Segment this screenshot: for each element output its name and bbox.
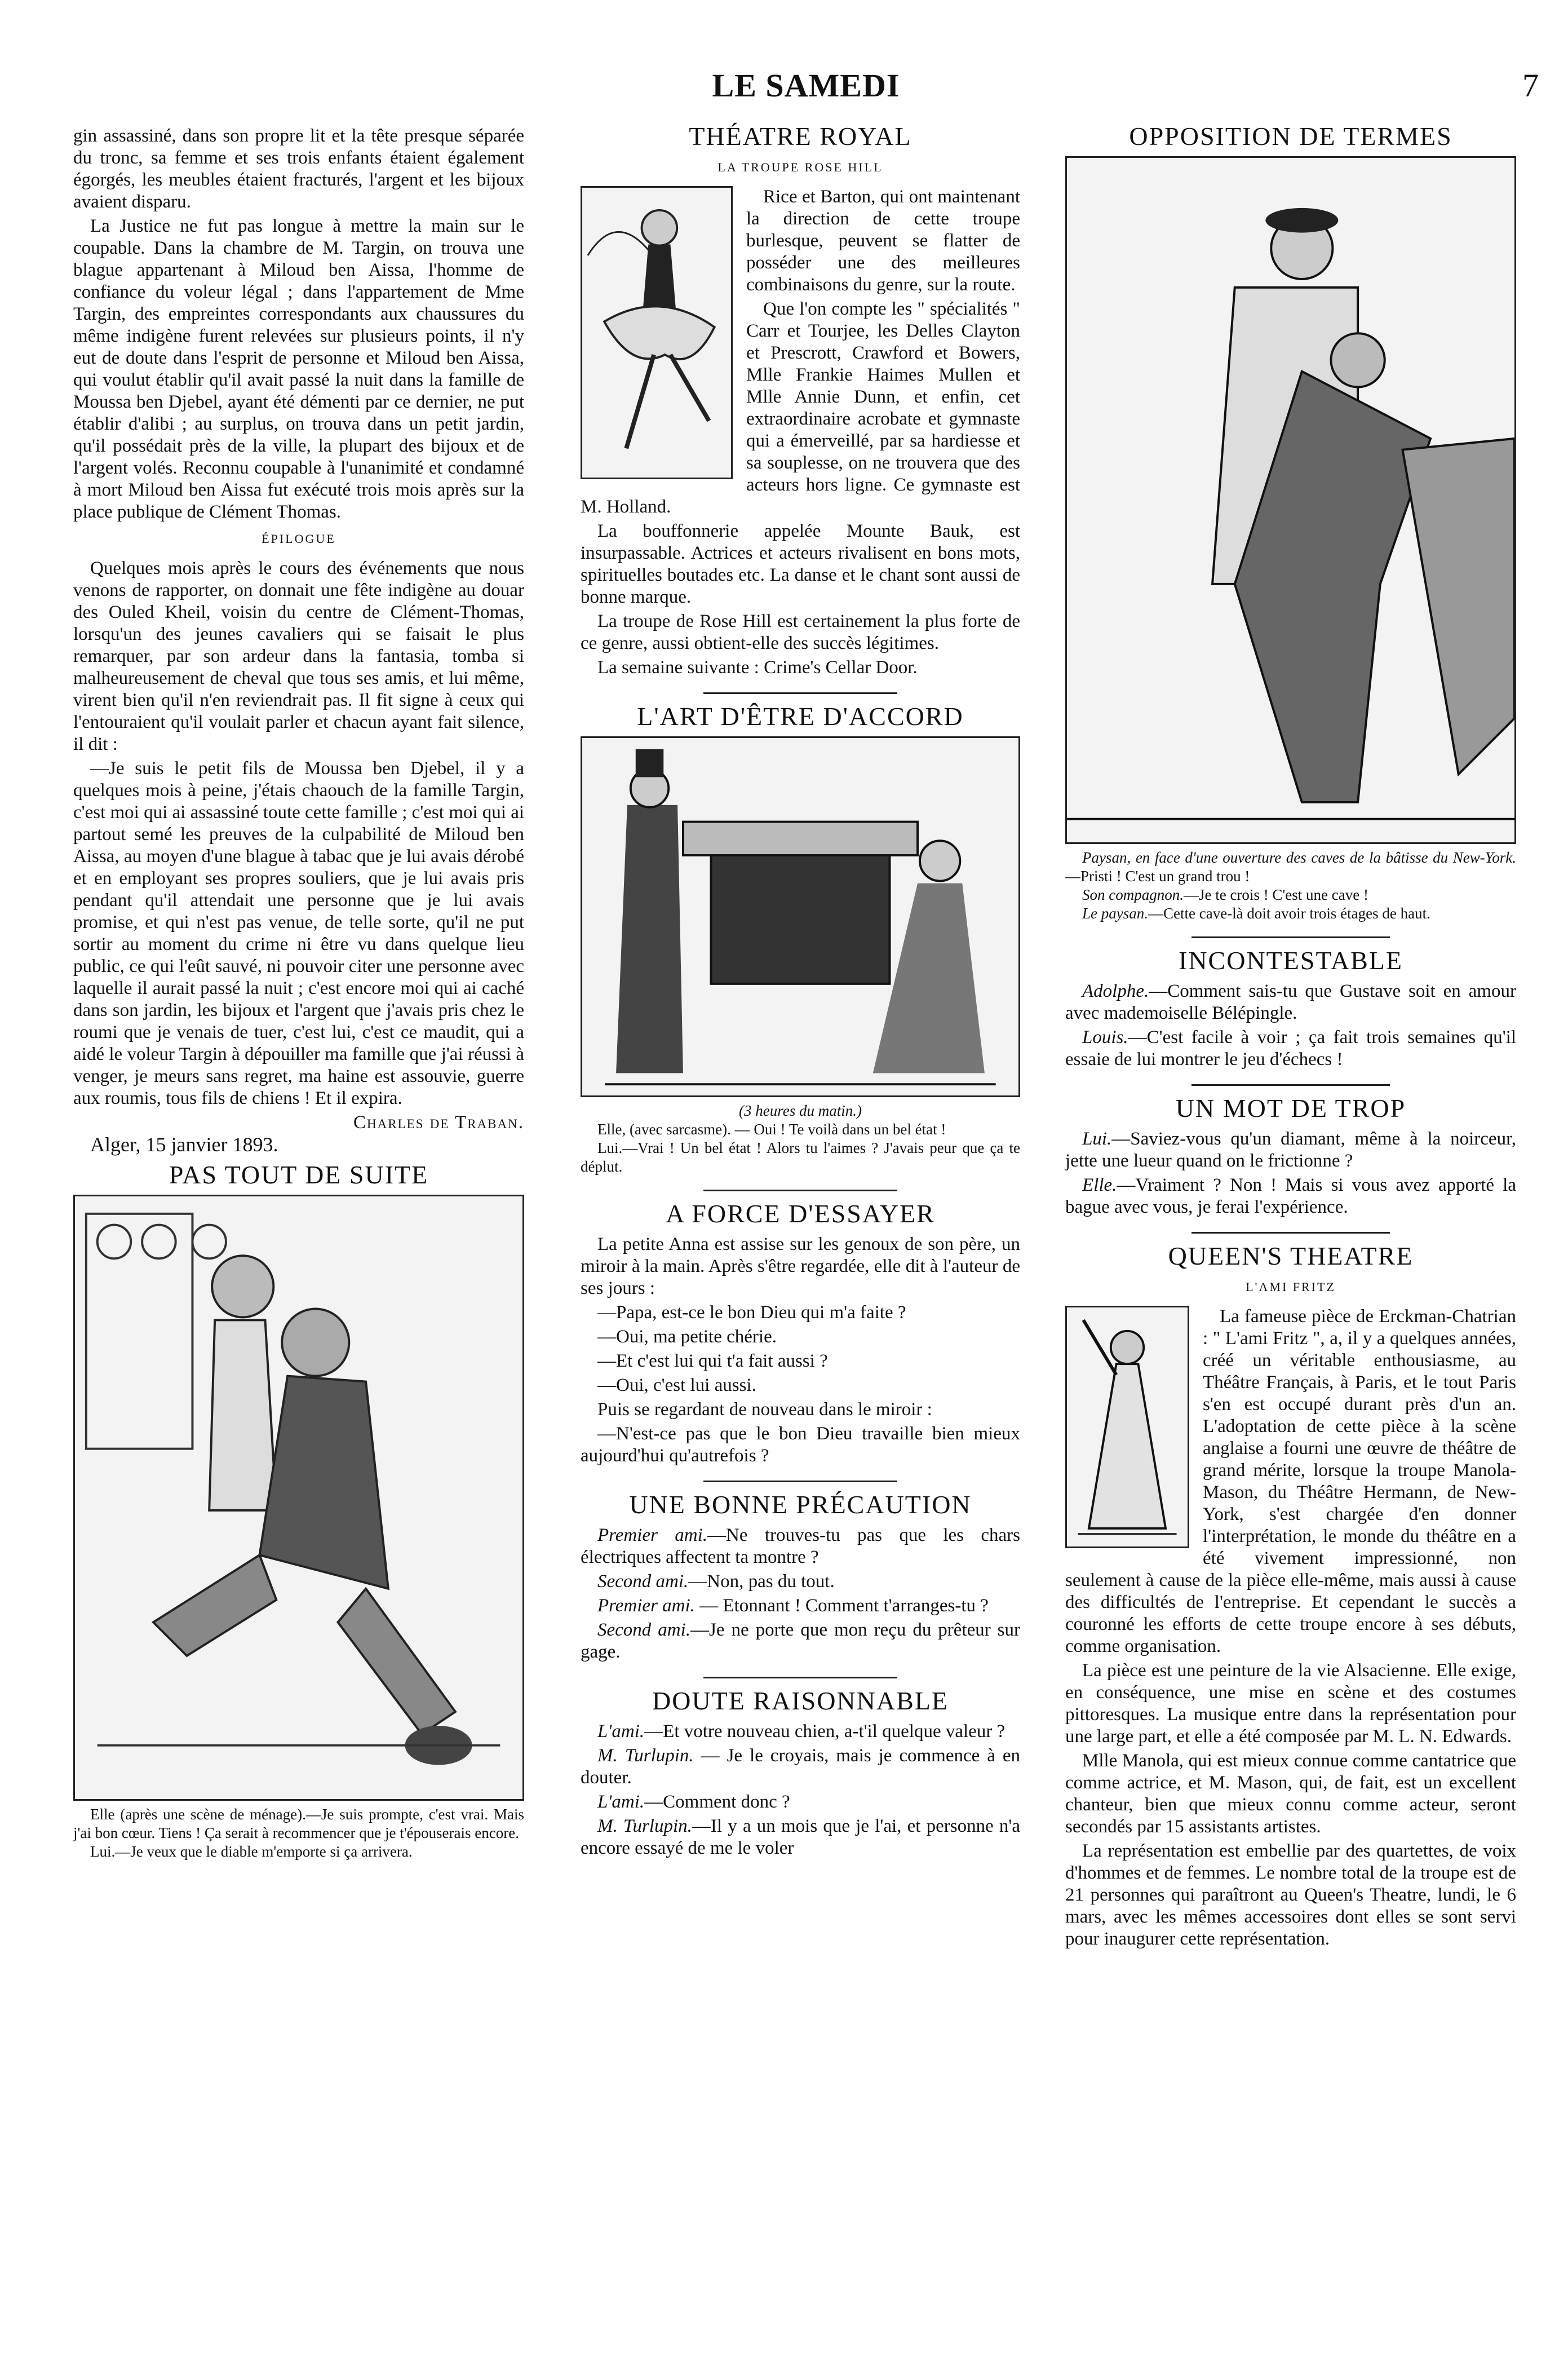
section-title-queens-theatre: QUEEN'S THEATRE: [1168, 1241, 1414, 1270]
speaker: Premier ami.: [597, 1596, 695, 1616]
dialogue-line: [1065, 1027, 1516, 1071]
speaker: Louis.: [1082, 1027, 1128, 1048]
speech: —Il y a un mois que je l'ai, et personne n'a encore essayé de me le voler: [581, 1816, 1020, 1858]
queens-paragraph: Mlle Manola, qui est mieux connue comme cantatrice que comme actrice, et M. Mason, qui, de fait, est un excellent chanteur, bien que mieux connu comme acteur, seront secondés par 15 assistants artistes.: [1065, 1751, 1516, 1837]
speaker: Paysan, en face d'une ouverture des caves de la bâtisse du New-York.: [1082, 849, 1516, 866]
theatre-paragraph: La troupe de Rose Hill est certainement la plus forte de ce genre, aussi obtient-elle des succès légitimes.: [581, 611, 1020, 653]
section-title-incontestable: INCONTESTABLE: [1179, 946, 1403, 975]
speech: —Vraiment ? Non ! Mais si vous avez apporté la bague avec vous, je ferai l'expérience.: [1065, 1175, 1516, 1217]
speaker: Second ami.: [597, 1620, 691, 1640]
dialogue-line: [581, 1721, 1020, 1743]
speech: —Cette cave-là doit avoir trois étages de haut.: [1148, 905, 1430, 922]
section-title-bonne-precaution: UNE BONNE PRÉCAUTION: [629, 1490, 972, 1519]
dancer-drawing: [582, 188, 731, 478]
speech: —Comment donc ?: [644, 1792, 790, 1812]
column-2: [581, 122, 1021, 1862]
divider: [1191, 936, 1390, 938]
speech: —C'est facile à voir ; ça fait trois semaines qu'il essaie de lui montrer le jeu d'échecs !: [1065, 1027, 1516, 1070]
parlor-caption: [581, 1102, 1020, 1176]
dialogue-line: La petite Anna est assise sur les genoux de son père, un miroir à la main. Après s'être regardée, elle dit à l'auteur de ses jours :: [581, 1234, 1020, 1298]
parlor-drawing: [582, 738, 1018, 1095]
divider: [703, 1190, 897, 1191]
dialogue-line: —Papa, est-ce le bon Dieu qui m'a faite ?: [597, 1302, 906, 1323]
caption-line: Elle (après une scène de ménage).—Je suis prompte, c'est vrai. Mais j'ai bon cœur. Tiens ! Ça serait à recommencer que je t'épouserais encore.: [73, 1806, 524, 1841]
speaker: Second ami.: [597, 1571, 689, 1592]
actress-drawing: [1067, 1307, 1188, 1546]
caption-line: Lui.—Vrai ! Un bel état ! Alors tu l'aimes ? J'avais peur que ça te déplut.: [581, 1139, 1020, 1175]
speaker: M. Turlupin.: [597, 1816, 692, 1836]
dialogue-line: [581, 1525, 1020, 1568]
actress-illustration: [1065, 1306, 1189, 1548]
theatre-paragraph: Rice et Barton, qui ont maintenant la direction de cette troupe burlesque, peuvent se flatter de posséder une des meilleures combinaisons du genre, sur la route.: [746, 187, 1020, 295]
dialogue-line: —Oui, c'est lui aussi.: [597, 1375, 756, 1395]
caption-time: (3 heures du matin.): [739, 1102, 862, 1119]
speech: —Et votre nouveau chien, a-t'il quelque valeur ?: [644, 1721, 1006, 1742]
parlor-illustration: [581, 736, 1020, 1097]
speech: — Etonnant ! Comment t'arranges-tu ?: [694, 1596, 989, 1616]
workers-illustration: [1065, 156, 1516, 844]
section-title-force-essayer: A FORCE D'ESSAYER: [666, 1199, 935, 1228]
dialogue-line: [1065, 1174, 1516, 1218]
speaker: Elle.: [1082, 1175, 1117, 1195]
dialogue-line: [581, 1619, 1020, 1663]
section-title-doute-raisonnable: DOUTE RAISONNABLE: [652, 1686, 949, 1715]
caption-line: [1065, 849, 1516, 886]
divider: [703, 1677, 897, 1678]
cartoon-drawing: [75, 1196, 522, 1799]
speech: —Ne trouves-tu pas que les chars électriques affectent ta montre ?: [581, 1525, 1021, 1567]
dialogue-line: [581, 1745, 1020, 1789]
speech: —Non, pas du tout.: [688, 1571, 835, 1592]
speech: —Comment sais-tu que Gustave soit en amour avec mademoiselle Bélépingle.: [1065, 981, 1516, 1023]
page-number: 7: [1522, 67, 1539, 104]
section-title-mot-de-trop: UN MOT DE TROP: [1175, 1094, 1406, 1123]
newspaper-title: LE SAMEDI: [712, 67, 900, 104]
story-paragraph: gin assassiné, dans son propre lit et la tête presque séparée du tronc, sa femme et ses trois enfants étaient également égorgés, les meubles étaient fracturés, l'argent et les bijoux avaient disparu.: [73, 126, 524, 212]
cartoon-caption: [73, 1805, 524, 1861]
page-header: [73, 67, 1539, 112]
dialogue-line: [1065, 980, 1516, 1024]
speaker: L'ami.: [597, 1721, 645, 1742]
speaker: Le paysan.: [1082, 905, 1148, 922]
speech: —Je ne porte que mon reçu du prêteur sur gage.: [581, 1620, 1021, 1662]
epilogue-paragraph: Quelques mois après le cours des événements que nous venons de rapporter, on donnait une fête indigène au douar des Ouled Kheil, voisin du centre de Clément-Thomas, lorsqu'un des jeunes cavaliers qui se faisait le plus remarquer, par son ardeur dans la fantasia, tomba si malheureusement de cheval que tous ses amis, et lui même, virent bien qu'il n'en reviendrait pas. Il fit signe à ceux qui l'entouraient qu'il voulait parler et chacun ayant fait silence, il dit :: [73, 558, 524, 754]
section-title-art-etre-accord: L'ART D'ÊTRE D'ACCORD: [637, 702, 964, 731]
speech: —Je te crois ! C'est une cave !: [1183, 886, 1368, 903]
caption-line: Elle, (avec sarcasme). — Oui ! Te voilà dans un bel état !: [597, 1121, 946, 1138]
workers-drawing: [1067, 158, 1514, 842]
dateline: Alger, 15 janvier 1893.: [90, 1133, 278, 1156]
epilogue-paragraph: —Je suis le petit fils de Moussa ben Djebel, il y a quelques mois à peine, j'étais chaouch de la famille Targin, c'est moi qui ai assassiné toute cette famille ; c'est moi qui ai partout semé les preuves de la culpabilité de Miloud ben Aissa, au moyen d'une blague à tabac que je lui avais dérobé et en employant ses propres souliers, que je lui avais pris pendant qu'il attendait une personne que je lui avais promise, et qui n'est pas venue, de telle sorte, qu'il ne put sortir au moment du crime ni être vu dans quelque lieu public, ce qui l'eût sauvé, ni pouvoir citer une personne avec laquelle il aurait passé la nuit ; c'est encore moi qui ai caché dans son jardin, les bijoux et l'argent que j'avais pris chez le roumi que je venais de tuer, c'est lui, c'est ce maudit, qui a aidé le voleur Targin à dépouiller ma famille que j'ai réussi à venger, je meurs sans regret, ma haine est assouvie, guerre aux roumis, tous fils de chiens ! Et il expira.: [73, 758, 525, 1108]
section-title-pas-tout-de-suite: PAS TOUT DE SUITE: [169, 1160, 429, 1189]
dialogue-line: [581, 1595, 1020, 1617]
speech: — Je le croyais, mais je commence à en douter.: [581, 1746, 1021, 1788]
theatre-paragraph: Que l'on compte les " spécialités " Carr et Tourjee, les Delles Clayton et Prescrott, Crawford et Bowers, Mlle Frankie Haimes Mullen et Mlle Annie Dunn, et enfin, cet extraordinaire acrobate et gymnaste qui a émerveillé, par sa hardiesse et sa souplesse, on ne trouvera que des acteurs hors ligne. Ce gymnaste est M. Holland.: [581, 299, 1020, 517]
dialogue-line: —N'est-ce pas que le bon Dieu travaille bien mieux aujourd'hui qu'autrefois ?: [581, 1424, 1020, 1466]
divider: [1191, 1084, 1390, 1086]
caption-line: [1065, 886, 1516, 904]
speaker: Son compagnon.: [1082, 886, 1184, 903]
caption-line: [1065, 904, 1516, 923]
section-subtitle: L'AMI FRITZ: [1246, 1280, 1336, 1294]
epilogue-heading: ÉPILOGUE: [262, 532, 336, 546]
queens-paragraph: La pièce est une peinture de la vie Alsacienne. Elle exige, en conséquence, une mise en scène et des costumes pittoresques. La musique entre dans la représentation pour une large part, et elle a été composée par M. L. N. Edwards.: [1065, 1660, 1516, 1747]
speech: —Pristi ! C'est un grand trou !: [1065, 868, 1250, 885]
divider: [703, 692, 897, 694]
divider: [1191, 1232, 1390, 1234]
dancer-illustration: [581, 186, 733, 479]
column-3: [1065, 122, 1516, 1952]
story-paragraph: La Justice ne fut pas longue à mettre la main sur le coupable. Dans la chambre de M. Targin, on trouva une blague appartenant à Miloud ben Aissa, l'homme de confiance du voleur légal ; dans l'appartement de Mme Targin, des empreintes correspondants aux chaussures du même indigène furent relevées sur plusieurs points, il n'y eut de doute dans l'esprit de personne et Miloud ben Aissa, qui voulut établir qu'il avait passé la nuit dans la famille de Moussa ben Djebel, ayant été démenti par ce dernier, ne put établir d'alibi ; au surplus, on trouva dans un petit jardin, qu'il possédait près de la ville, la plupart des bijoux et de l'argent volés. Reconnu coupable à l'unanimité et condamné à mort Miloud ben Aissa fut exécuté trois mois après sur la place publique de Clément Thomas.: [73, 216, 524, 522]
dialogue-line: Puis se regardant de nouveau dans le miroir :: [597, 1399, 932, 1420]
author-signature: Charles de Traban.: [353, 1112, 524, 1133]
dialogue-line: —Et c'est lui qui t'a fait aussi ?: [597, 1351, 828, 1371]
speaker: Premier ami.: [597, 1525, 708, 1545]
queens-paragraph: La représentation est embellie par des quartettes, de voix d'hommes et de femmes. Le nombre total de la troupe est de 21 personnes qui paraîtront au Queen's Theatre, lundi, le 6 mars, avec les mêmes accessoires dont elles se sont servi pour inaugurer cette représentation.: [1065, 1841, 1516, 1949]
speech: —Saviez-vous qu'un diamant, même à la noirceur, jette une lueur quand on le frictionne ?: [1065, 1129, 1516, 1171]
speaker: M. Turlupin.: [597, 1746, 694, 1766]
section-title-theatre-royal: THÉATRE ROYAL: [689, 122, 912, 151]
divider: [703, 1481, 897, 1482]
speaker: Lui.: [1082, 1129, 1112, 1149]
workers-caption: [1065, 849, 1516, 923]
cartoon-illustration: [73, 1195, 524, 1801]
dialogue-line: [581, 1571, 1020, 1593]
dialogue-line: —Oui, ma petite chérie.: [597, 1327, 777, 1347]
caption-line: Lui.—Je veux que le diable m'emporte si ça arrivera.: [90, 1843, 413, 1860]
column-1: [73, 125, 524, 1861]
dialogue-line: [581, 1815, 1020, 1859]
dialogue-line: [1065, 1128, 1516, 1172]
speaker: L'ami.: [597, 1792, 645, 1812]
speaker: Adolphe.: [1082, 981, 1149, 1001]
theatre-paragraph: La semaine suivante : Crime's Cellar Door.: [597, 657, 918, 678]
section-subtitle: LA TROUPE ROSE HILL: [717, 160, 883, 174]
section-title-opposition-termes: OPPOSITION DE TERMES: [1129, 122, 1452, 151]
queens-paragraph: La fameuse pièce de Erckman-Chatrian : " L'ami Fritz ", a, il y a quelques années, créé un véritable enthousiasme, au Théâtre Français, à Paris, et le tout Paris s'en est occupé durant près d'un an. L'adoptation de cette pièce à la scène anglaise a fourni une œuvre de théâtre de grand mérite, lorsque la troupe Manola-Mason, du Théâtre Hermann, de New-York, s'est chargée d'en donner l'interprétation, le monde du théâtre en a été vivement impressionné, non seulement à cause de la pièce elle-même, mais aussi à cause des difficultés de l'entreprise. Et cependant le succès a couronné les efforts de cette troupe encore à ses débuts, comme organisation.: [1065, 1306, 1516, 1656]
theatre-paragraph: La bouffonnerie appelée Mounte Bauk, est insurpassable. Actrices et acteurs rivalisent en bons mots, spirituelles boutades etc. La danse et le chant sont aussi de bonne marque.: [581, 521, 1020, 607]
dialogue-line: [581, 1791, 1020, 1813]
